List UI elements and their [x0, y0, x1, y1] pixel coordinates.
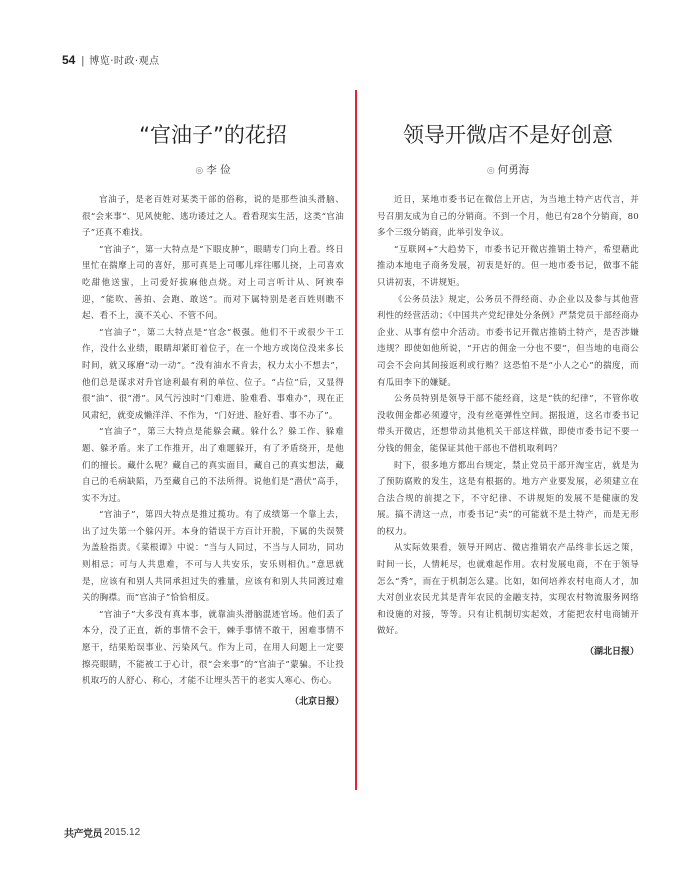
article-author	[82, 162, 344, 178]
paragraph: “官油子”，第四大特点是推过揽功。有了成绩第一个靠上去，出了过失第一个躲闪开。本身的错误干方百计开脱，下属的失误赞为盖脸指责。《菜根谭》中说：“当与人同过，不当与人同功，同功则相忌；可与人共患难，不可与人共安乐，安乐则相仇。”意思就是，应该有和别人共同承担过失的雅量，应该有和别人共同渡过难关的胸襟。而“官油子”恰恰相反。	[82, 510, 344, 604]
article-author	[377, 162, 639, 178]
magazine-logo: 共产党员	[64, 829, 102, 840]
article-title: 领导开微店不是好创意	[403, 123, 613, 147]
paragraph: 《公务员法》规定，公务员不得经商、办企业以及参与其他营利性的经营活动；《中国共产党纪律处分条例》严禁党员干部经商办企业、从事有偿中介活动。市委书记开微店推销土特产，是否涉嫌违规？即使如他所说，“开店的佣金一分也不要”，但当地的电商公司会不会向其间接返利或行贿？这恐怕不是“小人之心”的揣度，而有瓜田李下的嫌疑。	[377, 294, 639, 388]
section-name: 博览·时政·观点	[89, 56, 160, 67]
paragraph: “官油子”，第二大特点是“官念”极强。他们不干或很少干工作，没什么业绩，眼睛却紧盯着位子，在一个地方或岗位没来多长时间，就又琢磨“动一动”。“没有油水不肯去，权力太小不想去”，他们总是谋求对升官途利最有利的单位、位子。“占位”后，又显得很“油”、很“滑”。风气污浊时“门难进、脸难看、事难办”，现在正风肃纪，就变成懒洋洋、不作为，“门好进、脸好看、事不办了”。	[82, 327, 344, 421]
paragraph: 从实际效果看，领导开网店、微店推销农产品终非长远之策，时间一长，人情耗尽，也就难起作用。农村发展电商，不在于领导怎么“秀”，而在于机制怎么建。比如，如何培养农村电商人才，加大对创业农民尤其是青年农民的金融支持，实现农村物流服务网络和设施的对接，等等。只有让机制切实起效，才能把农村电商铺开做好。	[377, 543, 639, 637]
article-body	[82, 192, 344, 690]
paragraph: “官油子”，第一大特点是“下眼皮肿”，眼睛专门向上看。终日里忙在揣摩上司的喜好，那可真是上司哪儿痒往哪儿挠，上司喜欢吃甜他送蜜，上司爱好拔麻他点烧。对上司言听计从、阿谀奉迎，“能吹、善拍、会跑、敢送”。而对下属特别是老百姓则瞧不起、看不上，漠不关心、不管不问。	[82, 244, 344, 322]
article-body	[377, 192, 639, 640]
paragraph: 时下，很多地方都出台规定，禁止党员干部开淘宝店，就是为了预防腐败的发生，这是有根据的。地方产业要发展，必须建立在合法合规的前提之下，不守纪律、不讲规矩的发展不是健康的发展。搞不清这一点，市委书记“卖”的可能就不是土特产，而是无形的权力。	[377, 460, 639, 537]
bullet-icon: ◎	[486, 166, 495, 176]
paragraph: 公务员特别是领导干部不能经商，这是“铁的纪律”，不管你收没收佣金都必须遵守，没有丝毫弹性空间。据报道，这名市委书记带头开微店，还想带动其他机关干部这样做，即使市委书记不要一分钱的佣金，能保证其他干部也不借机取利吗？	[377, 394, 639, 454]
page-header	[62, 52, 160, 67]
article-source: （北京日报）	[289, 696, 344, 707]
page-number: 54	[62, 53, 76, 67]
paragraph: “官油子”，第三大特点是能躲会藏。躲什么？躲工作、躲难题、躲矛盾。来了工作推开，出了难题躲开，有了矛盾绕开，是他们的擅长。藏什么呢？藏自己的真实面目，藏自己的真实想法，藏自己的毛病缺陷，乃至藏自己的不法所得。说他们是“潜伏”高手，实不为过。	[82, 427, 344, 504]
header-separator: |	[81, 55, 85, 67]
paragraph: “官油子”大多没有真本事，就靠油头滑脑混迹官场。他们丢了本分，没了正直，新的事情不会干，棘手事情不敢干，困难事情不愿干，结果贻误事业、污染风气。作为上司，在用人问题上一定要擦亮眼睛，不能被工于心计，很“会来事”的“官油子”蒙骗。不让投机取巧的人舒心、称心，才能不让埋头苦干的老实人寒心、伤心。	[82, 609, 344, 687]
author-name: 李 俭	[206, 164, 231, 176]
paragraph: “互联网+”大趋势下，市委书记开微店推销土特产，希望藉此推动本地电子商务发展，初衷是好的。但一地市委书记，做事不能只讲初衷，不讲规矩。	[377, 244, 639, 288]
article-source: （湖北日报）	[584, 647, 639, 658]
bullet-icon: ◎	[195, 166, 204, 176]
paragraph: 近日，某地市委书记在微信上开店，为当地土特产店代言，并号召朋友成为自己的分销商。不到一个月，他已有28个分销商，80多个三级分销商，此举引发争议。	[377, 195, 639, 239]
article-title: “官油子”的花招	[139, 123, 287, 147]
left-article	[82, 118, 344, 707]
right-article	[377, 118, 639, 657]
paragraph: 官油子，是老百姓对某类干部的俗称，说的是那些油头滑脑、很“会来事”、见风使舵、逃功诿过之人。看看现实生活，这类“官油子”还真不难找。	[82, 195, 344, 239]
issue-date: 2015.12	[104, 827, 141, 838]
author-name: 何勇海	[497, 164, 530, 176]
page-footer	[64, 825, 140, 840]
column-divider	[355, 90, 357, 790]
